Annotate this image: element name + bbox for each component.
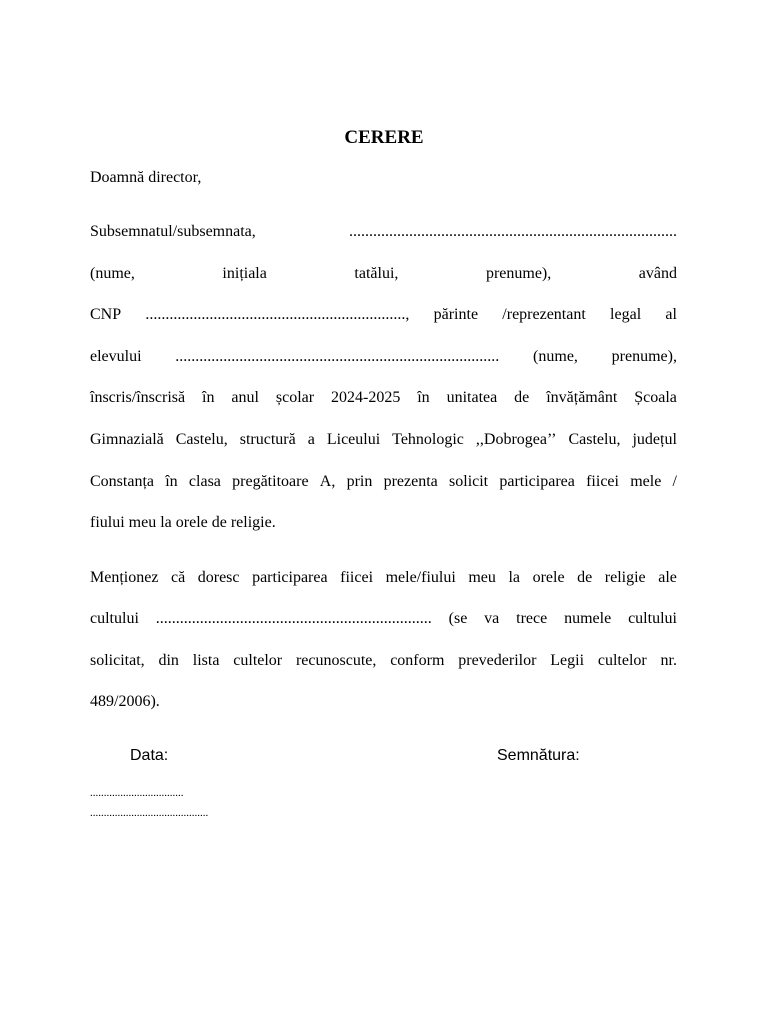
signature-dots: ........................................... <box>90 807 209 819</box>
paragraph1-line8: fiului meu la orele de religie. <box>90 514 276 531</box>
paragraph2-line2: cultului ..................................................................... (se va trece numele cultului <box>90 610 677 627</box>
paragraph1-line1: Subsemnatul/subsemnata, .................................................................................. <box>90 223 677 240</box>
document-title: CERERE <box>344 127 424 148</box>
paragraph2-line1: Menționez că doresc participarea fiicei mele/fiului meu la orele de religie ale <box>90 569 677 586</box>
paragraph1-line3: CNP ................................................................., părinte /reprezentant legal al <box>90 306 677 323</box>
paragraph1-line7: Constanța în clasa pregătitoare A, prin prezenta solicit participarea fiicei mele / <box>90 473 677 490</box>
signature-label: Semnătura: <box>497 747 580 764</box>
date-dots: .................................. <box>90 787 184 799</box>
paragraph1-line2: (nume, inițiala tatălui, prenume), având <box>90 265 677 282</box>
paragraph2-line4: 489/2006). <box>90 693 160 710</box>
salutation: Doamnă director, <box>90 169 202 186</box>
date-label: Data: <box>130 747 169 764</box>
paragraph1-line5: înscris/înscrisă în anul școlar 2024-2025 în unitatea de învățământ Școala <box>90 389 677 406</box>
paragraph2-line3: solicitat, din lista cultelor recunoscute, conform prevederilor Legii cultelor nr. <box>90 652 677 669</box>
paragraph1-line6: Gimnazială Castelu, structură a Liceului Tehnologic ,,Dobrogea’’ Castelu, județul <box>90 431 677 448</box>
paragraph1-line4: elevului ................................................................................. (nume, prenume), <box>90 348 677 365</box>
